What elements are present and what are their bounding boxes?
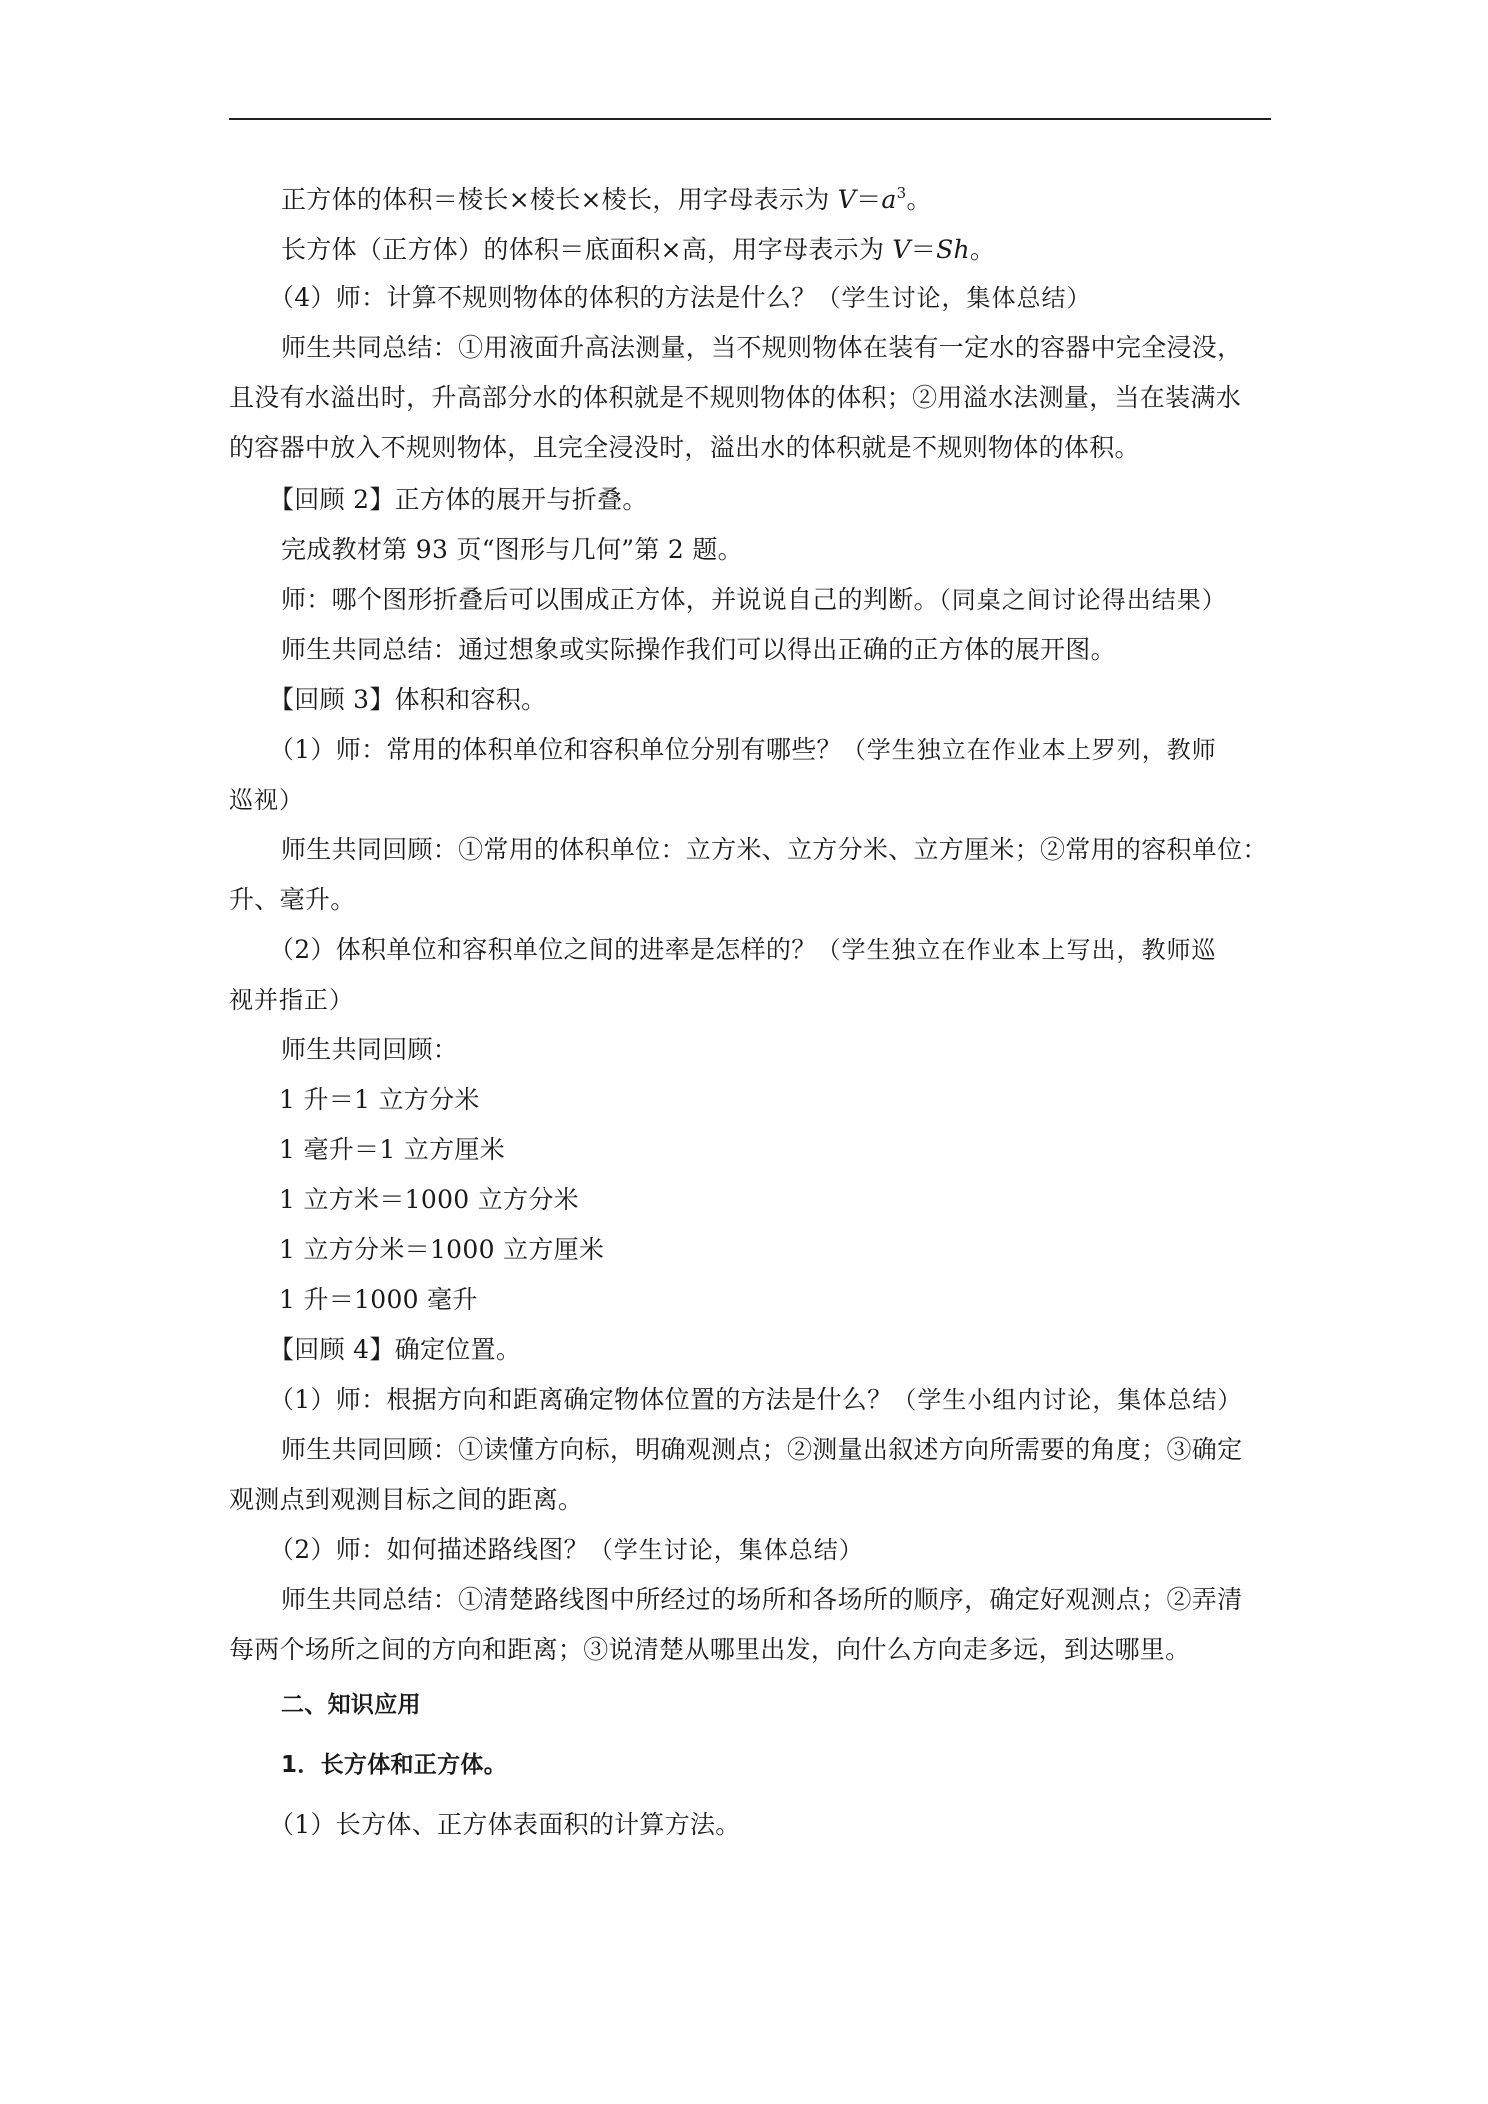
subsection-title: 1．长方体和正方体。 (281, 1752, 508, 1778)
text-line: （1）师：根据方向和距离确定物体位置的方法是什么？（学生小组内讨论，集体总结） (269, 1385, 1243, 1414)
text-line: 巡视） (229, 786, 304, 814)
text-line: 师生共同总结：通过想象或实际操作我们可以得出正确的正方体的展开图。 (281, 635, 1116, 664)
conversion-line: 1 立方米＝1000 立方分米 (279, 1185, 579, 1214)
text-line: 升、毫升。 (229, 885, 356, 914)
text-line: 视并指正） (229, 986, 354, 1014)
text-line: 师生共同回顾： (281, 1035, 459, 1064)
text-line: 每两个场所之间的方向和距离；③说清楚从哪里出发，向什么方向走多远，到达哪里。 (229, 1635, 1191, 1664)
text-line: （1）师：常用的体积单位和容积单位分别有哪些？（学生独立在作业本上罗列，教师 (269, 735, 1217, 764)
text-line: （2）师：如何描述路线图？（学生讨论，集体总结） (269, 1535, 864, 1564)
section-heading: 【回顾 4】确定位置。 (269, 1335, 522, 1364)
text-line: 的容器中放入不规则物体，且完全浸没时，溢出水的体积就是不规则物体的体积。 (229, 433, 1140, 462)
text-line: 师：哪个图形折叠后可以围成正方体，并说说自己的判断。（同桌之间讨论得出结果） (281, 585, 1227, 614)
text-line: （2）体积单位和容积单位之间的进率是怎样的？（学生独立在作业本上写出，教师巡 (269, 935, 1217, 964)
section-heading: 【回顾 2】正方体的展开与折叠。 (269, 485, 648, 514)
text-line: 正方体的体积＝棱长×棱长×棱长，用字母表示为 $V=a^3$。 (281, 184, 932, 214)
text-line: 完成教材第 93 页“图形与几何”第 2 题。 (281, 535, 743, 564)
text-line: 师生共同总结：①用液面升高法测量，当不规则物体在装有一定水的容器中完全浸没， (281, 333, 1243, 362)
section-title: 二、知识应用 (281, 1692, 421, 1718)
text-line: 师生共同总结：①清楚路线图中所经过的场所和各场所的顺序，确定好观测点；②弄清 (281, 1585, 1243, 1614)
conversion-line: 1 毫升＝1 立方厘米 (279, 1135, 506, 1164)
text-line: 且没有水溢出时，升高部分水的体积就是不规则物体的体积；②用溢水法测量，当在装满水 (229, 383, 1242, 412)
conversion-line: 1 立方分米＝1000 立方厘米 (279, 1235, 605, 1264)
text-line: （4）师：计算不规则物体的体积的方法是什么？（学生讨论，集体总结） (269, 283, 1092, 312)
text-line: 长方体（正方体）的体积＝底面积×高，用字母表示为 V＝Sh。 (281, 235, 996, 264)
header-rule (229, 118, 1271, 120)
text-line: （1）长方体、正方体表面积的计算方法。 (269, 1810, 741, 1839)
text-line: 师生共同回顾：①读懂方向标，明确观测点；②测量出叙述方向所需要的角度；③确定 (281, 1435, 1243, 1464)
section-heading: 【回顾 3】体积和容积。 (269, 685, 547, 714)
text-line: 师生共同回顾：①常用的体积单位：立方米、立方分米、立方厘米；②常用的容积单位： (281, 835, 1268, 864)
text-line: 观测点到观测目标之间的距离。 (229, 1485, 584, 1514)
conversion-line: 1 升＝1000 毫升 (279, 1285, 478, 1314)
conversion-line: 1 升＝1 立方分米 (279, 1085, 480, 1114)
